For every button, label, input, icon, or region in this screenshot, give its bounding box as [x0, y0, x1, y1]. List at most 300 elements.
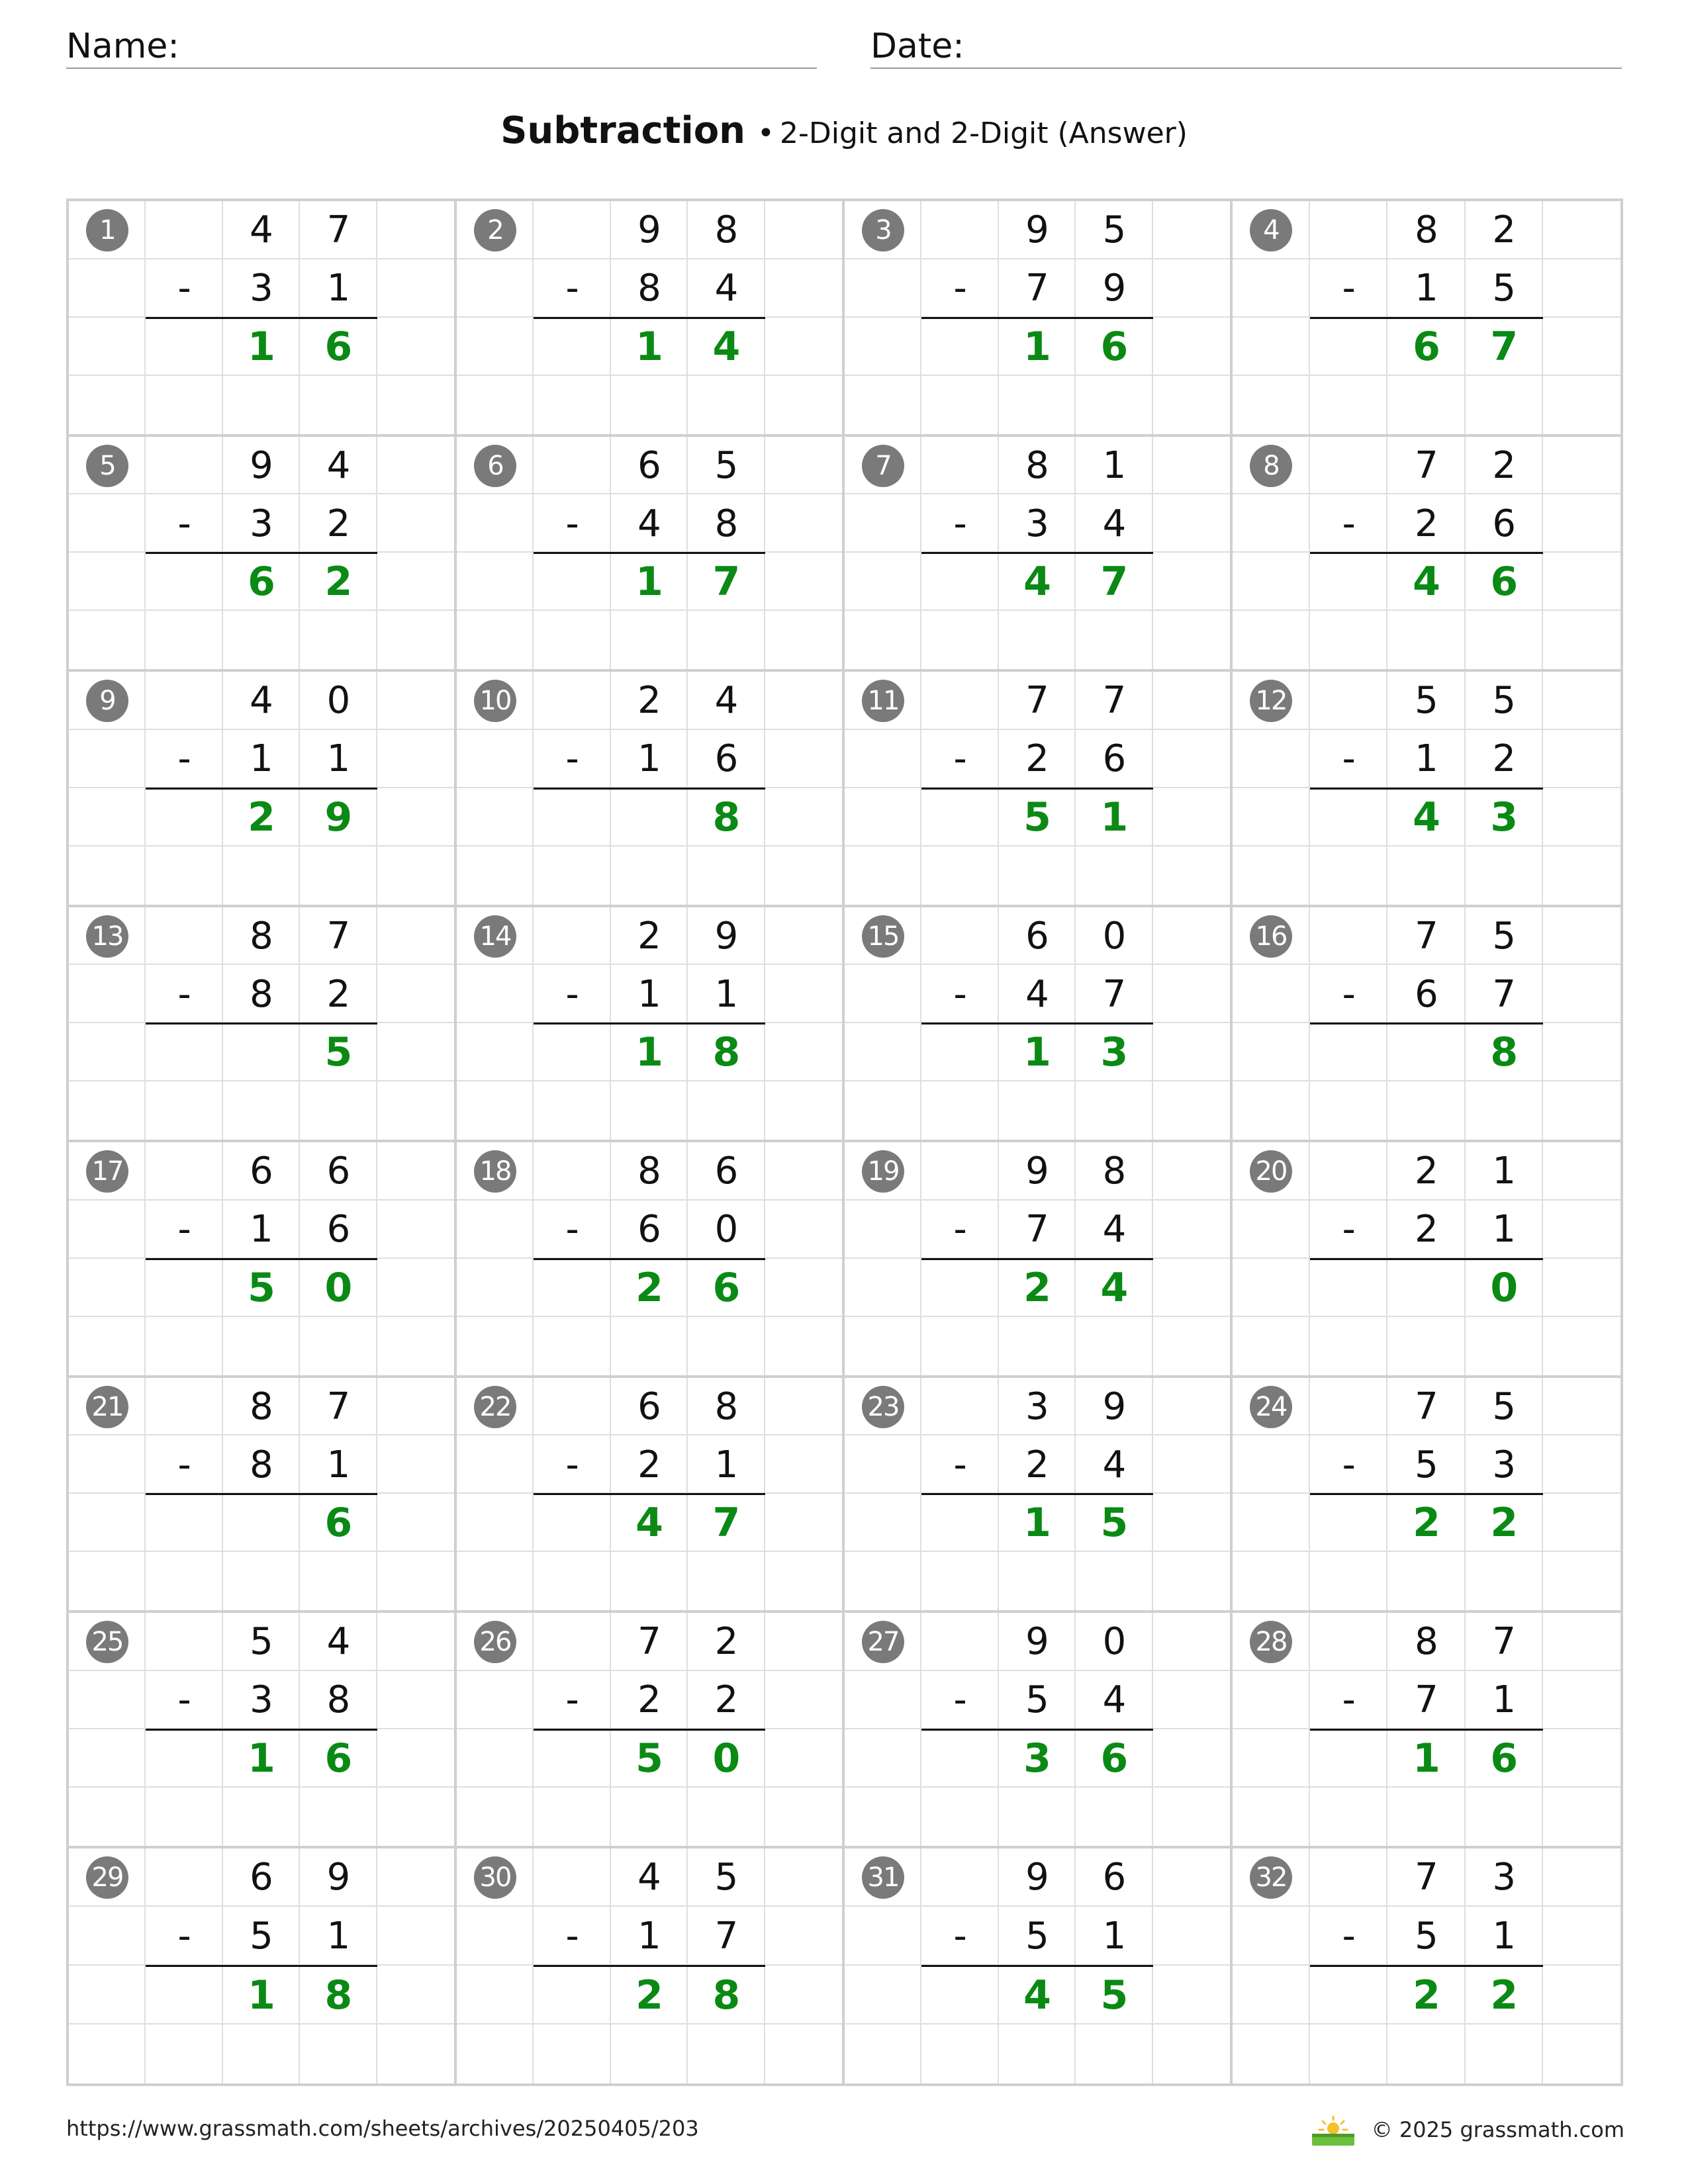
answer-ones[interactable]: 8: [1490, 1029, 1519, 1076]
grid-cell: [457, 730, 534, 788]
minuend-ones: 6: [714, 1150, 739, 1193]
grid-cell: [765, 318, 842, 376]
grid-cell: [534, 788, 610, 846]
grid-cell: [146, 1142, 222, 1201]
grid-cell: [457, 1729, 534, 1788]
minus-sign: -: [177, 267, 191, 310]
minuend-tens: 8: [1415, 208, 1438, 252]
grid-cell: [1153, 259, 1230, 318]
minus-sign: -: [565, 972, 579, 1016]
answer-tens[interactable]: 1: [248, 1972, 275, 2019]
grid-cell: [69, 1729, 146, 1788]
grid-cell: [845, 788, 921, 846]
subtrahend-tens: 3: [250, 267, 273, 310]
subtrahend-tens: 5: [250, 1915, 273, 1958]
footer-url: https://www.grassmath.com/sheets/archives/20250405/203: [66, 2116, 699, 2141]
answer-ones[interactable]: 7: [712, 559, 741, 606]
answer-ones[interactable]: 5: [324, 1029, 353, 1076]
answer-ones[interactable]: 2: [324, 559, 353, 606]
grid-cell: [1387, 376, 1465, 434]
answer-ones[interactable]: 6: [1100, 323, 1129, 370]
minus-sign: -: [565, 1208, 579, 1251]
answer-tens[interactable]: 2: [635, 1972, 663, 2019]
subtrahend-ones: 2: [326, 502, 351, 545]
grid-cell: [1466, 2025, 1543, 2083]
problem-12: [1233, 672, 1620, 907]
grid-cell: [69, 1435, 146, 1494]
grid-cell: [1076, 1081, 1152, 1140]
grid-cell: [765, 1613, 842, 1671]
grid-cell: [999, 2025, 1076, 2083]
grid-cell: [1153, 965, 1230, 1023]
grid-cell: [921, 376, 998, 434]
subtrahend-tens: 1: [1415, 737, 1438, 781]
subtrahend-ones: 1: [1492, 1678, 1516, 1722]
subtrahend-tens: 2: [1025, 1443, 1049, 1486]
grid-cell: [688, 611, 765, 669]
grid-cell: [765, 1788, 842, 1846]
subtrahend-tens: 3: [250, 1678, 273, 1722]
grid-cell: [1543, 730, 1620, 788]
minus-sign: -: [953, 1443, 967, 1486]
grid-cell: [1466, 376, 1543, 434]
grid-cell: [69, 318, 146, 376]
grid-cell: [69, 1201, 146, 1259]
grid-cell: [377, 1848, 454, 1907]
subtrahend-tens: 7: [1415, 1678, 1438, 1722]
problem-number-badge: 5: [86, 445, 128, 487]
minuend-tens: 7: [1025, 679, 1049, 723]
minuend-tens: 6: [1025, 914, 1049, 958]
subtrahend-tens: 2: [1415, 502, 1438, 545]
minuend-ones: 2: [714, 1620, 739, 1664]
subtrahend-tens: 4: [1025, 972, 1049, 1016]
grid-cell: [921, 1378, 998, 1436]
grid-cell: [69, 846, 146, 905]
problem-18: [457, 1142, 845, 1378]
grid-cell: [1466, 1552, 1543, 1610]
minuend-tens: 8: [1025, 443, 1049, 487]
grid-cell: [377, 1613, 454, 1671]
grid-cell: [611, 1317, 688, 1375]
name-field[interactable]: [66, 24, 817, 69]
grid-cell: [845, 2025, 921, 2083]
answer-tens[interactable]: [1387, 1259, 1465, 1317]
problem-grid: [66, 199, 1623, 2086]
grid-cell: [845, 1907, 921, 1966]
grid-cell: [1153, 672, 1230, 730]
grid-cell: [765, 553, 842, 611]
answer-tens[interactable]: 2: [248, 794, 275, 841]
problem-number-badge: 11: [862, 680, 904, 722]
answer-ones[interactable]: 8: [712, 1029, 741, 1076]
date-field[interactable]: [870, 24, 1622, 69]
grid-cell: [765, 1201, 842, 1259]
answer-tens[interactable]: [611, 788, 688, 846]
minuend-ones: 9: [326, 1856, 351, 1899]
grid-cell: [688, 846, 765, 905]
problem-27: [845, 1613, 1233, 1848]
minuend-ones: 4: [326, 443, 351, 487]
answer-ones[interactable]: 7: [1100, 559, 1129, 606]
grid-cell: [1153, 907, 1230, 966]
answer-ones[interactable]: 5: [1100, 1972, 1129, 2019]
grid-cell: [300, 611, 377, 669]
grid-cell: [377, 1671, 454, 1729]
grid-cell: [146, 553, 222, 611]
minuend-ones: 7: [326, 1385, 351, 1428]
date-label: Date:: [870, 26, 964, 66]
grid-cell: [765, 730, 842, 788]
grid-cell: [146, 2025, 222, 2083]
answer-ones[interactable]: 8: [324, 1972, 353, 2019]
subtrahend-ones: 8: [326, 1678, 351, 1722]
grid-cell: [146, 1788, 222, 1846]
answer-ones[interactable]: 3: [1490, 794, 1519, 841]
problem-number-badge: 25: [86, 1621, 128, 1663]
grid-cell: [921, 2025, 998, 2083]
subtrahend-ones: 4: [1102, 502, 1127, 545]
problem-32: [1233, 1848, 1620, 2084]
minus-sign: -: [1342, 972, 1356, 1016]
answer-tens[interactable]: 1: [1023, 1029, 1051, 1076]
answer-tens[interactable]: 2: [1413, 1500, 1440, 1547]
answer-ones[interactable]: 7: [712, 1500, 741, 1547]
grid-cell: [146, 1259, 222, 1317]
grid-cell: [765, 907, 842, 966]
grid-cell: [765, 1848, 842, 1907]
subtrahend-ones: 3: [1492, 1443, 1516, 1486]
grid-cell: [1543, 1671, 1620, 1729]
answer-tens[interactable]: 5: [635, 1735, 663, 1782]
grid-cell: [1233, 846, 1310, 905]
answer-ones[interactable]: 2: [1490, 1972, 1519, 2019]
grid-cell: [765, 1378, 842, 1436]
answer-ones[interactable]: 8: [712, 794, 741, 841]
minuend-tens: 3: [1025, 1385, 1049, 1428]
answer-tens[interactable]: 5: [248, 1264, 275, 1311]
grid-cell: [765, 259, 842, 318]
grid-cell: [921, 846, 998, 905]
answer-ones[interactable]: 0: [1490, 1264, 1519, 1311]
grid-cell: [1543, 1494, 1620, 1552]
grid-cell: [765, 1435, 842, 1494]
minus-sign: -: [953, 502, 967, 545]
subtrahend-tens: 4: [637, 502, 661, 545]
grid-cell: [999, 376, 1076, 434]
grid-cell: [1543, 1378, 1620, 1436]
answer-tens[interactable]: 4: [635, 1500, 663, 1547]
answer-ones[interactable]: 6: [324, 1735, 353, 1782]
grid-cell: [300, 1317, 377, 1375]
subtrahend-tens: 2: [1415, 1208, 1438, 1251]
answer-ones[interactable]: 5: [1100, 1500, 1129, 1547]
grid-cell: [1543, 318, 1620, 376]
grid-cell: [921, 201, 998, 259]
answer-tens[interactable]: 4: [1023, 559, 1051, 606]
answer-tens[interactable]: 1: [248, 323, 275, 370]
answer-tens[interactable]: 1: [1413, 1735, 1440, 1782]
problem-6: [457, 437, 845, 672]
grid-cell: [1310, 201, 1387, 259]
problem-7: [845, 437, 1233, 672]
minuend-tens: 9: [250, 443, 273, 487]
problem-number-badge: 4: [1250, 209, 1292, 251]
grid-cell: [69, 2025, 146, 2083]
answer-ones[interactable]: 0: [712, 1735, 741, 1782]
grid-cell: [1543, 376, 1620, 434]
grid-cell: [457, 1081, 534, 1140]
answer-tens[interactable]: 6: [248, 559, 275, 606]
grid-cell: [1153, 553, 1230, 611]
minuend-ones: 1: [1102, 443, 1127, 487]
grid-cell: [223, 846, 300, 905]
answer-tens[interactable]: [223, 1494, 300, 1552]
answer-tens[interactable]: 2: [1413, 1972, 1440, 2019]
grid-cell: [457, 1966, 534, 2025]
minus-sign: -: [1342, 1915, 1356, 1958]
problem-number-badge: 3: [862, 209, 904, 251]
answer-tens[interactable]: [1387, 1023, 1465, 1081]
answer-ones[interactable]: 6: [712, 1264, 741, 1311]
grid-cell: [765, 846, 842, 905]
grid-cell: [1153, 1729, 1230, 1788]
grid-cell: [534, 1142, 610, 1201]
grid-cell: [69, 1552, 146, 1610]
answer-ones[interactable]: 9: [324, 794, 353, 841]
grid-cell: [534, 318, 610, 376]
grid-cell: [845, 1259, 921, 1317]
grid-cell: [377, 2025, 454, 2083]
answer-tens[interactable]: 1: [1023, 323, 1051, 370]
answer-ones[interactable]: 3: [1100, 1029, 1129, 1076]
answer-tens[interactable]: 1: [635, 323, 663, 370]
grid-cell: [921, 437, 998, 495]
problem-29: [69, 1848, 457, 2084]
answer-ones[interactable]: 2: [1490, 1500, 1519, 1547]
problem-number-badge: 31: [862, 1856, 904, 1899]
minus-sign: -: [1342, 267, 1356, 310]
minuend-tens: 7: [637, 1620, 661, 1664]
grid-cell: [1466, 1081, 1543, 1140]
grid-cell: [765, 672, 842, 730]
grid-cell: [921, 1023, 998, 1081]
answer-tens[interactable]: 5: [1023, 794, 1051, 841]
problem-number-badge: 6: [474, 445, 516, 487]
grid-cell: [921, 1142, 998, 1201]
subtrahend-ones: 1: [326, 737, 351, 781]
grid-cell: [223, 1317, 300, 1375]
answer-ones[interactable]: 4: [1100, 1264, 1129, 1311]
subtrahend-ones: 7: [1102, 972, 1127, 1016]
answer-tens[interactable]: [223, 1023, 300, 1081]
minuend-tens: 6: [637, 443, 661, 487]
problem-number-badge: 7: [862, 445, 904, 487]
answer-tens[interactable]: 1: [248, 1735, 275, 1782]
grid-cell: [1233, 965, 1310, 1023]
answer-ones[interactable]: 7: [1490, 323, 1519, 370]
grid-cell: [69, 611, 146, 669]
minus-sign: -: [953, 1678, 967, 1722]
subtrahend-ones: 6: [1492, 502, 1516, 545]
grid-cell: [223, 611, 300, 669]
problem-number-badge: 1: [86, 209, 128, 251]
minuend-ones: 5: [1102, 208, 1127, 252]
answer-tens[interactable]: 6: [1413, 323, 1440, 370]
subtrahend-ones: 1: [1102, 1915, 1127, 1958]
grid-cell: [765, 494, 842, 553]
grid-cell: [688, 2025, 765, 2083]
grid-cell: [1310, 1788, 1387, 1846]
grid-cell: [69, 1907, 146, 1966]
subtrahend-tens: 1: [637, 1915, 661, 1958]
grid-cell: [300, 846, 377, 905]
grid-cell: [1543, 1081, 1620, 1140]
answer-tens[interactable]: 4: [1023, 1972, 1051, 2019]
grid-cell: [1387, 1552, 1465, 1610]
sun-grass-logo-icon: [1309, 2113, 1357, 2147]
answer-tens[interactable]: 1: [1023, 1500, 1051, 1547]
subtrahend-ones: 1: [326, 1915, 351, 1958]
grid-cell: [69, 1788, 146, 1846]
problem-number-badge: 13: [86, 915, 128, 958]
answer-ones[interactable]: 6: [1490, 559, 1519, 606]
grid-cell: [1310, 1259, 1387, 1317]
problem-26: [457, 1613, 845, 1848]
grid-cell: [377, 1552, 454, 1610]
answer-ones[interactable]: 6: [1100, 1735, 1129, 1782]
minuend-tens: 7: [1415, 914, 1438, 958]
grid-cell: [377, 201, 454, 259]
grid-cell: [845, 1435, 921, 1494]
grid-cell: [611, 376, 688, 434]
grid-cell: [921, 611, 998, 669]
title-separator: •: [757, 116, 774, 150]
grid-cell: [1153, 437, 1230, 495]
grid-cell: [921, 907, 998, 966]
problem-28: [1233, 1613, 1620, 1848]
problem-15: [845, 907, 1233, 1143]
grid-cell: [377, 1317, 454, 1375]
grid-cell: [69, 553, 146, 611]
answer-tens[interactable]: 4: [1413, 794, 1440, 841]
minuend-tens: 6: [250, 1150, 273, 1193]
problem-number-badge: 16: [1250, 915, 1292, 958]
answer-ones[interactable]: 6: [324, 1500, 353, 1547]
grid-cell: [1310, 788, 1387, 846]
grid-cell: [921, 1966, 998, 2025]
answer-tens[interactable]: 1: [635, 1029, 663, 1076]
grid-cell: [300, 1788, 377, 1846]
answer-tens[interactable]: 1: [635, 559, 663, 606]
grid-cell: [457, 1907, 534, 1966]
subtrahend-tens: 8: [250, 1443, 273, 1486]
answer-tens[interactable]: 2: [635, 1264, 663, 1311]
subtrahend-ones: 7: [1492, 972, 1516, 1016]
minuend-ones: 5: [714, 1856, 739, 1899]
grid-cell: [377, 1081, 454, 1140]
answer-tens[interactable]: 4: [1413, 559, 1440, 606]
grid-cell: [457, 376, 534, 434]
grid-cell: [999, 846, 1076, 905]
answer-ones[interactable]: 4: [712, 323, 741, 370]
grid-cell: [1310, 1848, 1387, 1907]
minuend-ones: 6: [1102, 1856, 1127, 1899]
minuend-ones: 1: [1492, 1150, 1516, 1193]
grid-cell: [1076, 376, 1152, 434]
grid-cell: [1153, 1317, 1230, 1375]
grid-cell: [1387, 846, 1465, 905]
subtrahend-tens: 3: [1025, 502, 1049, 545]
grid-cell: [1543, 788, 1620, 846]
problem-20: [1233, 1142, 1620, 1378]
problem-number-badge: 19: [862, 1150, 904, 1193]
answer-tens[interactable]: 2: [1023, 1264, 1051, 1311]
answer-tens[interactable]: 3: [1023, 1735, 1051, 1782]
grid-cell: [1543, 1142, 1620, 1201]
minuend-ones: 5: [1492, 914, 1516, 958]
grid-cell: [1076, 611, 1152, 669]
minus-sign: -: [565, 737, 579, 781]
grid-cell: [377, 259, 454, 318]
minuend-ones: 0: [1102, 1620, 1127, 1664]
grid-cell: [457, 1259, 534, 1317]
grid-cell: [688, 376, 765, 434]
minuend-tens: 2: [1415, 1150, 1438, 1193]
minuend-tens: 8: [250, 914, 273, 958]
grid-cell: [1543, 672, 1620, 730]
minus-sign: -: [1342, 1678, 1356, 1722]
answer-ones[interactable]: 6: [1490, 1735, 1519, 1782]
problem-number-badge: 21: [86, 1386, 128, 1428]
grid-cell: [845, 1081, 921, 1140]
grid-cell: [1153, 1966, 1230, 2025]
answer-ones[interactable]: 1: [1100, 794, 1129, 841]
grid-cell: [1233, 1081, 1310, 1140]
minuend-tens: 8: [1415, 1620, 1438, 1664]
answer-ones[interactable]: 6: [324, 323, 353, 370]
grid-cell: [765, 1023, 842, 1081]
minuend-tens: 6: [637, 1385, 661, 1428]
grid-cell: [765, 1081, 842, 1140]
grid-cell: [1310, 672, 1387, 730]
grid-cell: [1153, 1142, 1230, 1201]
grid-cell: [377, 730, 454, 788]
grid-cell: [534, 1494, 610, 1552]
grid-cell: [1153, 318, 1230, 376]
grid-cell: [377, 788, 454, 846]
grid-cell: [1310, 1081, 1387, 1140]
problem-number-badge: 26: [474, 1621, 516, 1663]
minus-sign: -: [1342, 1443, 1356, 1486]
minuend-ones: 7: [326, 208, 351, 252]
minuend-ones: 2: [1492, 208, 1516, 252]
grid-cell: [1543, 846, 1620, 905]
answer-ones[interactable]: 0: [324, 1264, 353, 1311]
subtrahend-ones: 4: [714, 267, 739, 310]
grid-cell: [1543, 611, 1620, 669]
grid-cell: [1543, 2025, 1620, 2083]
grid-cell: [1310, 1729, 1387, 1788]
grid-cell: [1153, 1671, 1230, 1729]
grid-cell: [69, 788, 146, 846]
grid-cell: [223, 376, 300, 434]
minus-sign: -: [177, 1208, 191, 1251]
answer-ones[interactable]: 8: [712, 1972, 741, 2019]
minus-sign: -: [565, 1443, 579, 1486]
grid-cell: [765, 1729, 842, 1788]
grid-cell: [1233, 494, 1310, 553]
